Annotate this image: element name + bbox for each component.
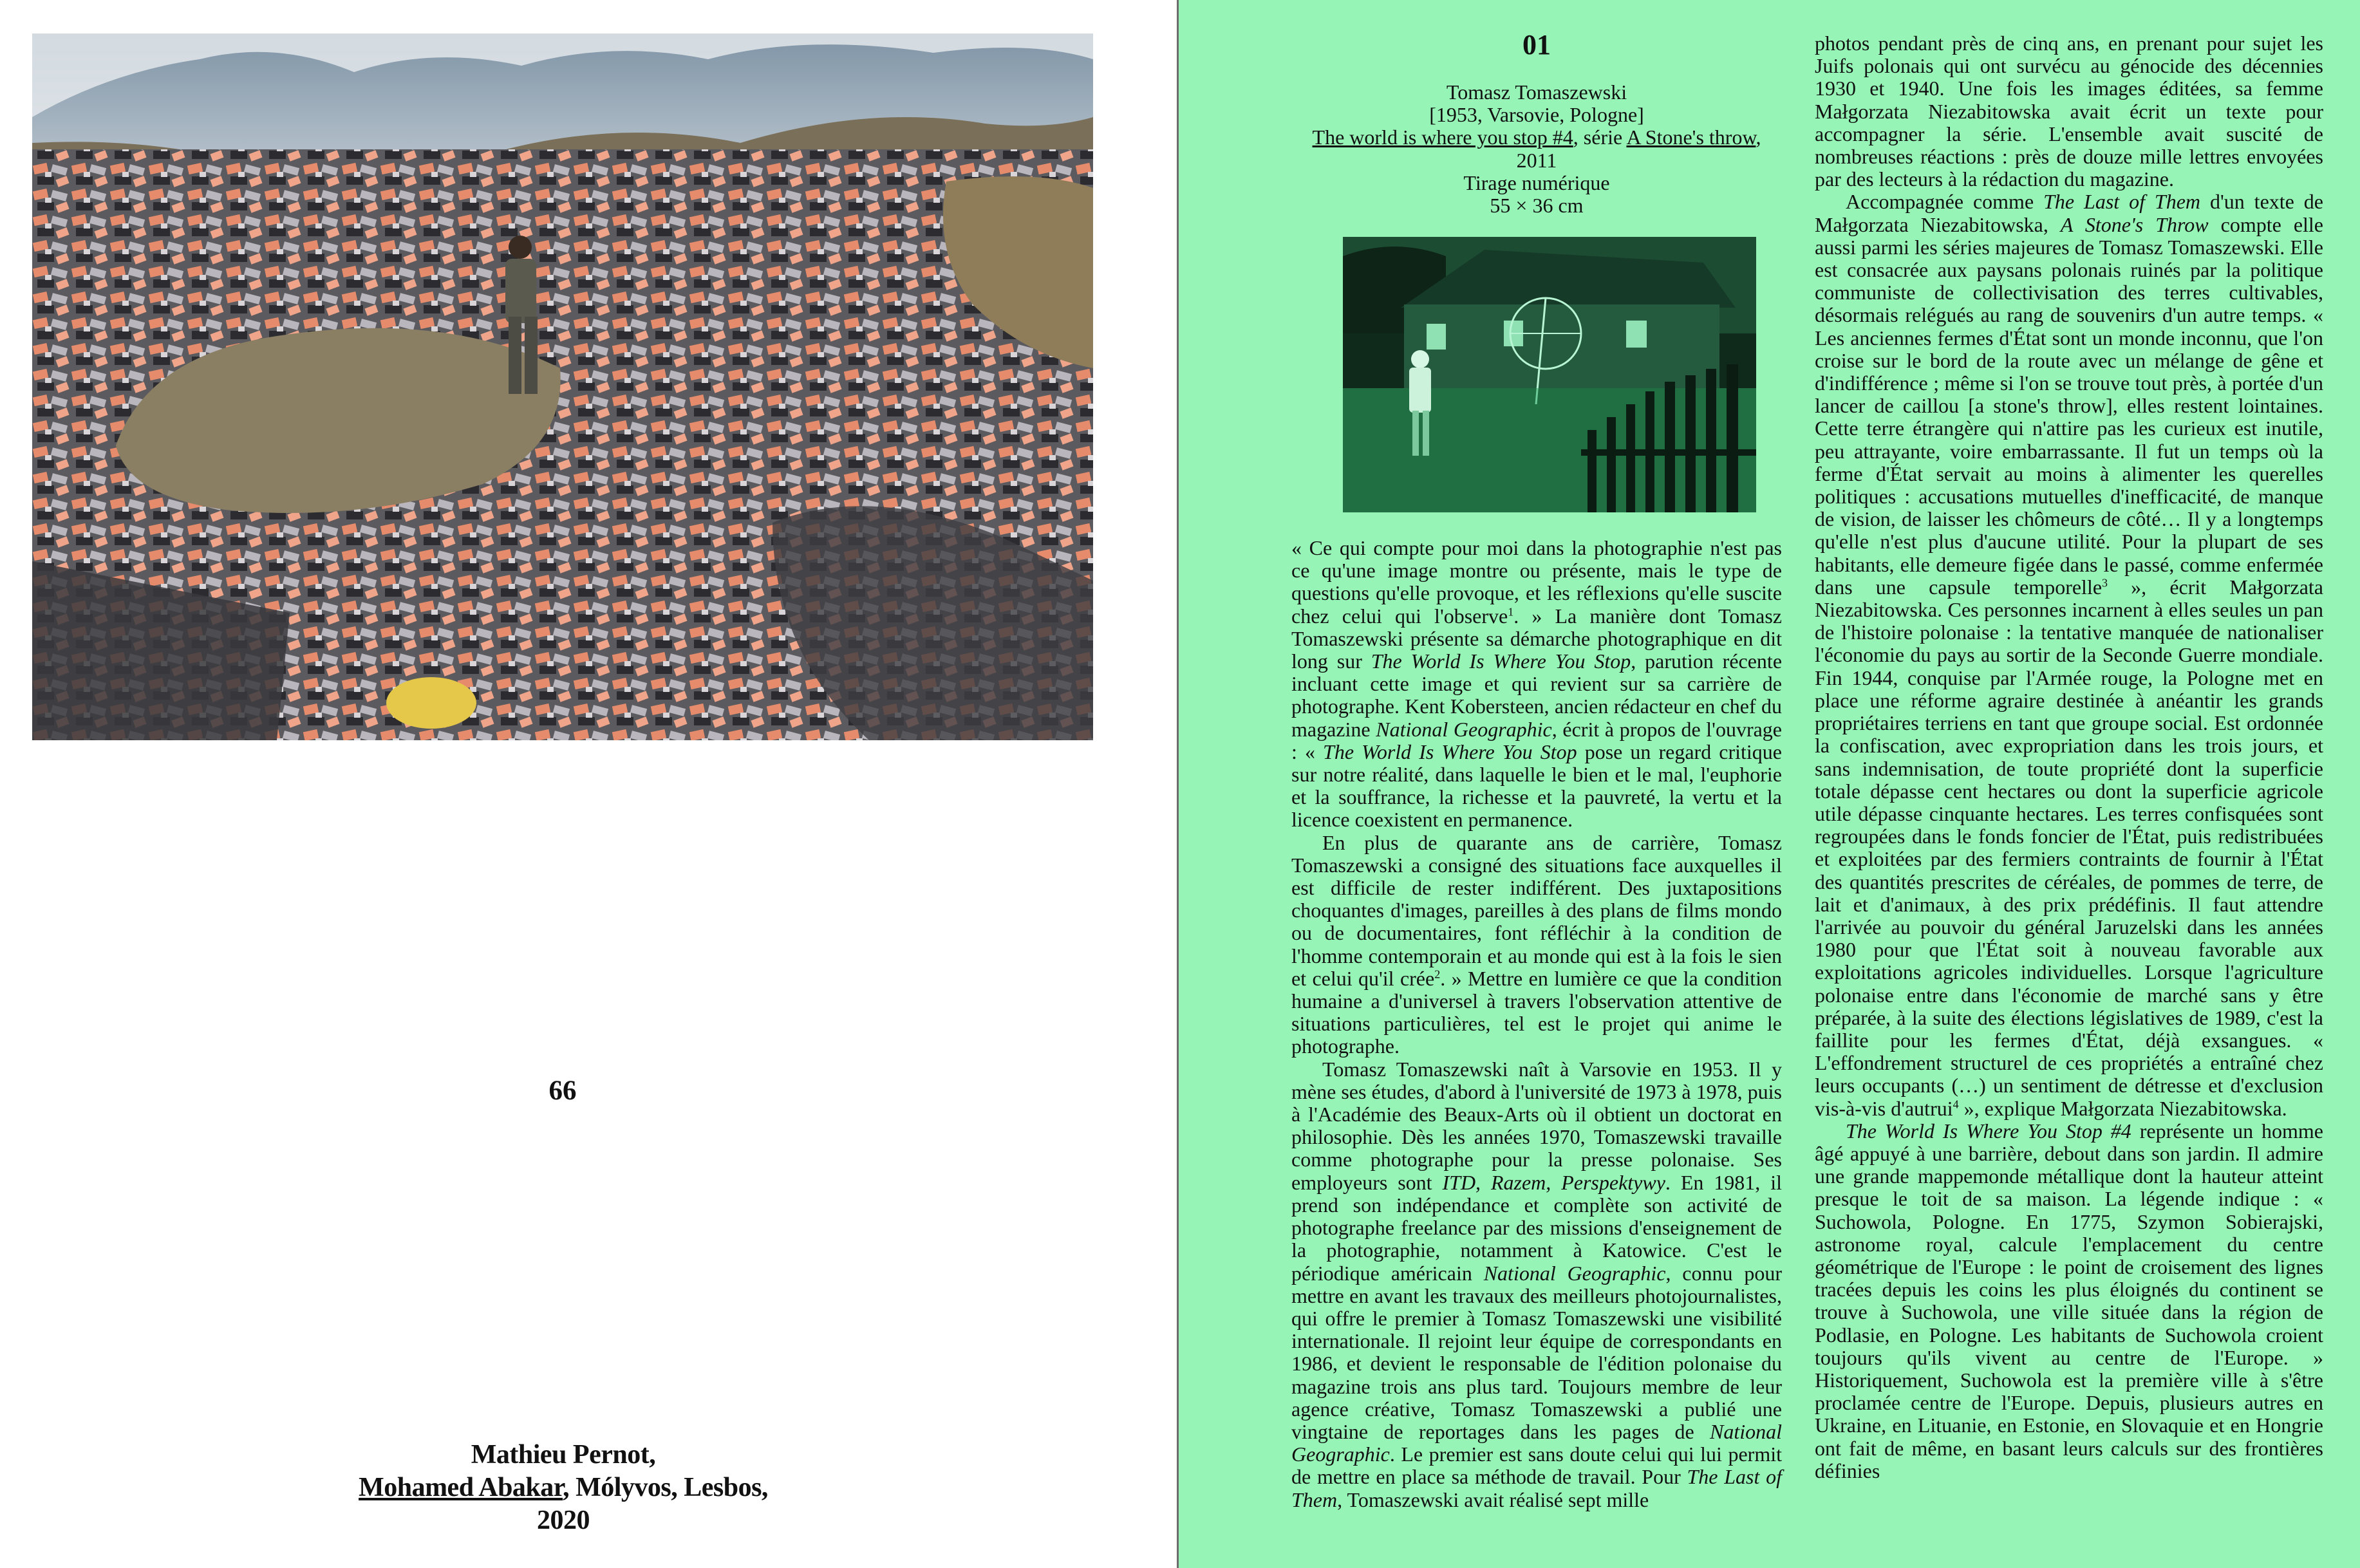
series-prefix: , série — [1573, 126, 1627, 149]
text-run: pose un regard critique sur notre réalité, dans laquelle le bien et le mal, l'euphorie et la souffrance, la richesse et la pauvreté, la vertu et la licence coexistent en permanence. — [1291, 740, 1783, 832]
book-title: The World Is Where You Stop — [1323, 740, 1577, 763]
caption-line-3: 2020 — [537, 1506, 590, 1535]
series-title: The Last of Them — [2043, 190, 2201, 214]
series-title: A Stone's Throw — [2060, 212, 2209, 236]
footnote-ref[interactable]: 3 — [2102, 576, 2108, 590]
right-page — [1177, 0, 2360, 1568]
farmhouse-thumbnail — [1343, 237, 1756, 512]
text-run: En plus de quarante ans de carrière, Tomasz Tomaszewski a consigné des situations face auxquelles il est difficile de rester indifférent. Des juxtapositions choquantes d'images, pareilles à des plans de films mondo ou de documentaires, font réfléchir à la condition de l'homme contemporain et au monde qui est à la fois le sien et celui qu'il crée — [1291, 830, 1782, 990]
page-number: 66 — [548, 1076, 577, 1106]
text-run: . » La manière dont Tomasz Tomaszewski présente sa démarche photographique en dit long sur — [1291, 604, 1783, 673]
text-run: , Tomaszewski avait réalisé sept mille — [1337, 1488, 1649, 1511]
footnote-ref[interactable]: 2 — [1434, 967, 1441, 981]
text-run: , connu pour mettre en avant les travaux des meilleurs photojournalistes, qui offre le premier à Tomasz Tomaszewski une visibilité internationale. Il rejoint leur équipe de correspondants en 1986, et devient le responsable de l'édition polonaise du magazine trois ans plus tard. Toujours membre de leur agence créative, Tomasz Tomaszewski a publié une vingtaine de reportages dans les pages de — [1291, 1261, 1783, 1443]
work-title-link[interactable]: The world is where you stop #4 — [1312, 126, 1573, 149]
caption-subject-link[interactable]: Mohamed Abakar — [359, 1473, 563, 1502]
artist-name: Tomasz Tomaszewski — [1446, 80, 1627, 104]
series-suffix: , — [1756, 126, 1761, 149]
artwork-info — [1291, 81, 1782, 217]
text-run: , parution récente incluant cette image et qui revient sur sa carrière de photographe. Kent Kobersteen, ancien rédacteur en chef du magazine — [1291, 649, 1783, 741]
text-run: », explique Małgorzata Niezabitowska. — [1958, 1096, 2287, 1120]
text-run: », écrit Małgorzata Niezabitowska. Ces personnes incarnent à elles seules un pan de l'histoire polonaise : la tentative manquée de nationaliser l'économie du pays au sortir de la Seconde Guerre mondiale. Fin 1944, conquise par l'Armée rouge, la Pologne met en place une réforme agraire destinée à anéantir les grands propriétaires terriens en tant que groupe social. Est ordonnée la confiscation, avec expropriation dans les trois jours, et sans indemnisation, de toute propriété dont la superficie totale dépasse cent hectares ou dont la superficie agricole utile dépasse cinquante hectares. Les terres confisquées sont regroupées dans le fonds foncier de l'État, puis redistribuées et exploitées par des fermiers contraints de fournir à l'État des quantités prescrites de céréales, de pommes de terre, de lait et d'animaux, à des prix prédéfinis. Il faut attendre l'arrivée au pouvoir du général Jaruzelski dans les années 1980 pour que l'État soit à nouveau favorable aux exploitations agricoles individuelles. Lorsque l'agriculture polonaise entre dans l'économie de marché sans y être préparée, à la suite des élections législatives de 1989, c'est la faillite pour les fermes d'État, déjà exsangues. « L'effondrement structurel de ces propriétés a entraîné chez leurs occupants (…) un sentiment de détresse et d'exclusion vis-à-vis d'autrui — [1815, 575, 2324, 1120]
left-page — [0, 0, 1177, 1568]
magazine-title: National Geographic — [1483, 1261, 1666, 1285]
magazine-titles: ITD, Razem, Perspektywy — [1442, 1170, 1665, 1194]
text-column-1 — [1291, 537, 1782, 1511]
series-title: The Last of Them — [1291, 1465, 1783, 1511]
artwork-title-line — [1291, 126, 1782, 149]
text-run: représente un homme âgé appuyé à une barrière, debout dans son jardin. Il admire une grande mappemonde métallique dont la hauteur atteint presque le toit de sa maison. La légende indique : « Suchowola, Pologne. En 1775, Szymon Sobierajski, astronome royal, calcule l'emplacement du centre géométrique de l'Europe : le point de croisement des lignes tracées depuis les coins les plus éloignés du continent se trouve à Suchowola, une ville située dans la région de Podlasie, en Pologne. Les habitants de Suchowola croient toujours qu'ils vivent au centre de l'Europe. » Historiquement, Suchowola est la première ville à s'être proclamée centre de l'Europe. Depuis, plusieurs autres en Ukraine, en Lituanie, en Estonie, en Slovaquie et en Hongrie ont fait de même, en basant leurs calculs sur des frontières définies — [1815, 1119, 2323, 1482]
artwork-technique: Tirage numérique — [1463, 171, 1610, 194]
caption-place: , Mólyvos, Lesbos, — [563, 1473, 768, 1502]
series-title-link[interactable]: A Stone's throw — [1626, 126, 1756, 149]
text-column-2 — [1815, 32, 2323, 1482]
text-run: . » Mettre en lumière ce que la condition humaine a d'universel à travers l'observation attentive de situations particulières, tel est le projet qui anime le photographe. — [1291, 966, 1783, 1058]
text-run: Tomasz Tomaszewski naît à Varsovie en 1953. Il y mène ses études, d'abord à l'université de 1973 à 1978, puis à l'Académie des Beaux-Arts où il obtient un doctorat en philosophie. Dès les années 1970, Tomaszewski travaille comme photographe pour la presse polonaise. Ses employeurs sont — [1291, 1057, 1782, 1194]
text-run: compte elle aussi parmi les séries majeures de Tomasz Tomaszewski. Elle est consacrée aux paysans polonais ruinés par la politique communiste de collectivisation des terres cultivables, désormais relégués au rang de souvenirs d'un autre temps. « Les anciennes fermes d'État sont un monde inconnu, que l'on croise sur le bord de la route avec un mélange de gêne et d'indifférence ; même si l'on se trouve tout près, à portée d'un lancer de caillou [a stone's throw], elles restent lointaines. Cette terre étrangère qui n'attire pas les curieux est inutile, peu attrayante, voire embarrassante. Il fut un temps où la ferme d'État servait au moins à alimenter les querelles politiques : accusations mutuelles d'inefficacité, de manque de vision, de laisser les chômeurs de côté… Il y a longtemps qu'elle n'est plus d'aucune utilité. Pour la plupart de ses habitants, elle demeure figée dans le passé, comme enfermée dans une capsule temporelle — [1815, 212, 2323, 599]
text-run: , écrit à propos de l'ouvrage : « — [1291, 717, 1783, 763]
footnote-ref[interactable]: 1 — [1508, 604, 1514, 618]
text-run: d'un texte de Małgorzata Niezabitowska, — [1815, 190, 2323, 236]
artwork-dimensions: 55 × 36 cm — [1490, 194, 1584, 218]
text-run: « Ce qui compte pour moi dans la photographie n'est pas ce qu'une image montre ou présente, mais le type de questions qu'elle provoque, et les réflexions qu'elle suscite chez celui qui l'observe — [1291, 536, 1782, 628]
work-title: The World Is Where You Stop #4 — [1846, 1119, 2131, 1143]
paragraph — [1291, 537, 1782, 832]
paragraph — [1291, 1058, 1782, 1511]
text-run: . En 1981, il prend son indépendance et complète son activité de photographe freelance par des missions d'enseignement de la photographie, notamment à Katowice. C'est le périodique américain — [1291, 1170, 1782, 1285]
magazine-title: National Geographic — [1376, 717, 1552, 741]
footnote-ref[interactable]: 4 — [1953, 1097, 1959, 1110]
book-title: The World Is Where You Stop — [1371, 649, 1631, 673]
paragraph — [1815, 1120, 2323, 1482]
artwork-year: 2011 — [1516, 148, 1557, 172]
text-run: Accompagnée comme — [1846, 190, 2044, 214]
caption-line-2 — [270, 1471, 856, 1504]
magazine-title: National Geographic — [1291, 1419, 1782, 1466]
caption-line-1: Mathieu Pernot, — [471, 1440, 656, 1470]
paragraph: photos pendant près de cinq ans, en prenant pour sujet les Juifs polonais qui ont survécu au génocide des décennies 1930 et 1940. Une fois les images éditées, sa femme Małgorzata Niezabitowska avait écrit un texte pour accompagner la série. L'ensemble avait suscité de nombreuses réactions : près de douze mille lettres envoyées par des lecteurs à la rédaction du magazine. — [1815, 32, 2323, 191]
photo-caption — [270, 1439, 856, 1537]
artist-bio: [1953, Varsovie, Pologne] — [1429, 103, 1644, 127]
artwork-number: 01 — [1522, 29, 1551, 61]
text-run: . Le premier est sans doute celui qui lui permit de mettre en place sa méthode de travail. Pour — [1291, 1442, 1782, 1489]
paragraph — [1815, 191, 2323, 1119]
paragraph — [1291, 832, 1782, 1058]
lifejackets-photograph — [32, 33, 1093, 740]
